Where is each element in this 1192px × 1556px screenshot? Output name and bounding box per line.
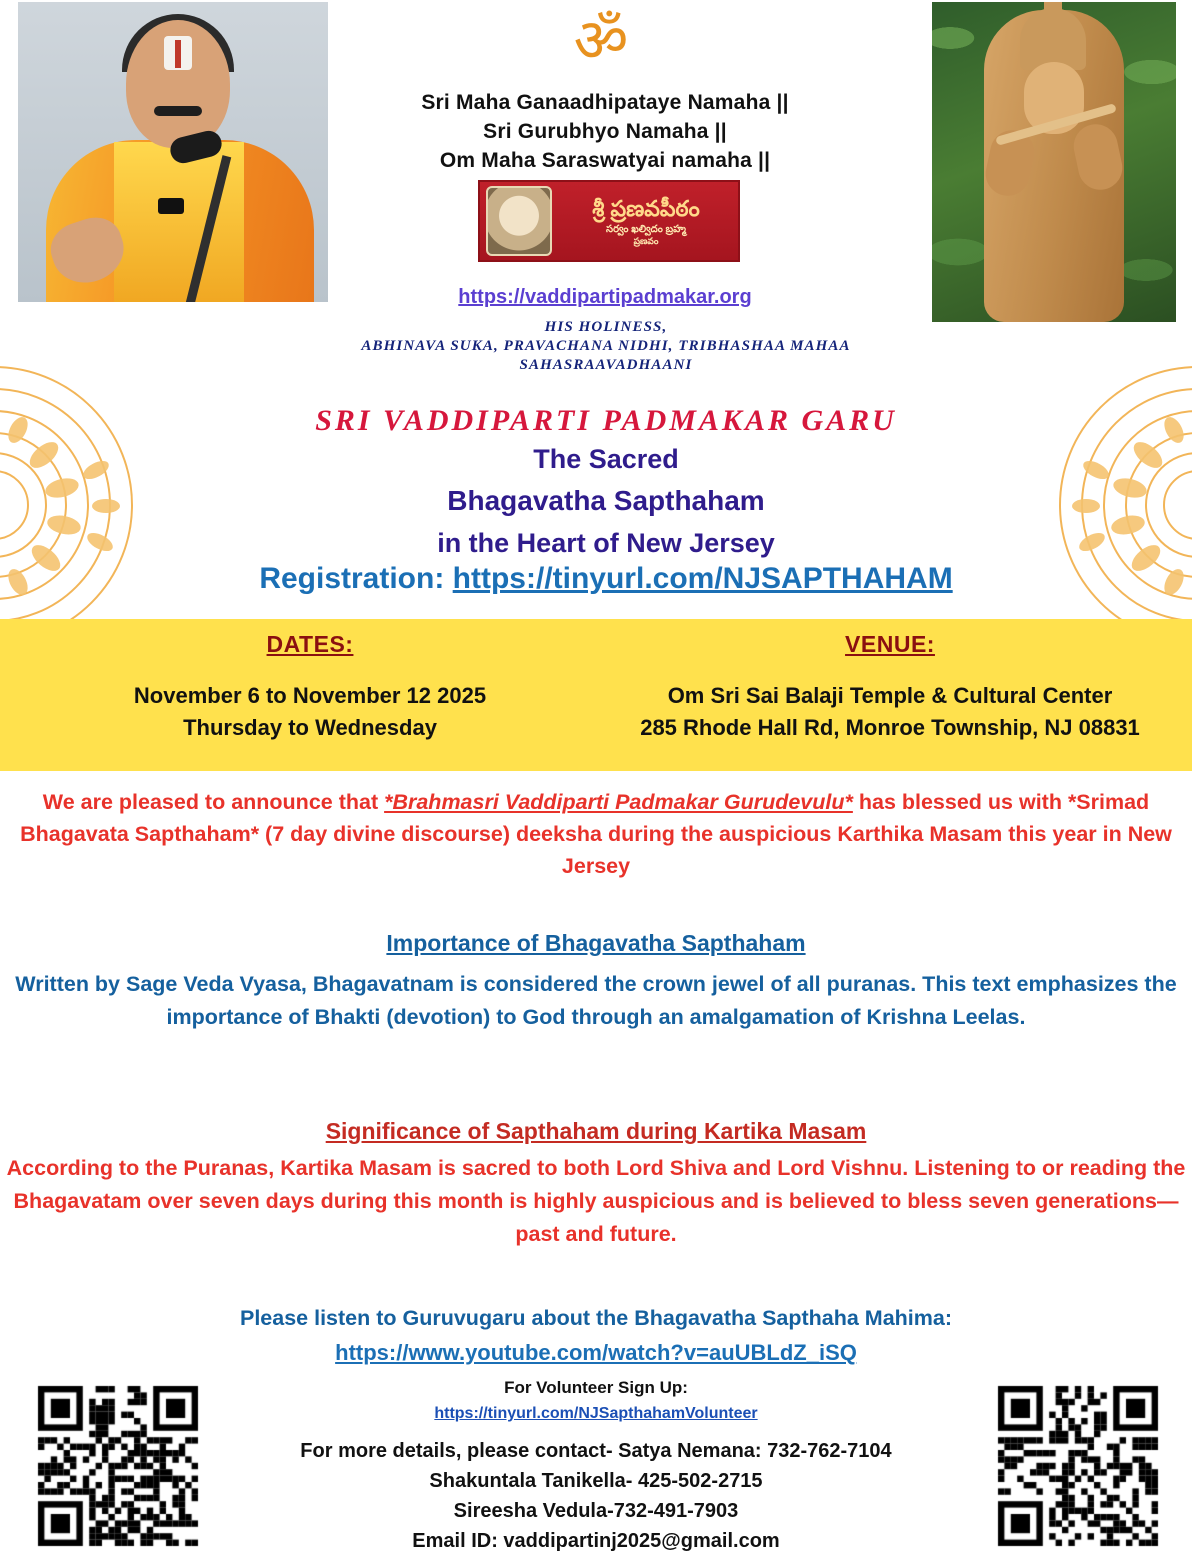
event-title-block: [230, 438, 982, 564]
volunteer-link[interactable]: https://tinyurl.com/NJSapthahamVolunteer: [434, 1405, 758, 1422]
importance-text: Written by Sage Veda Vyasa, Bhagavatnam is considered the crown jewel of all puranas. This text emphasizes the importance of Bhakti (devotion) to God through an amalgamation of Krishna Leelas.: [15, 972, 1177, 1029]
guru-photo: [18, 2, 328, 302]
guru-namam: [164, 36, 192, 70]
significance-heading: Significance of Sapthaham during Kartika Masam: [325, 1118, 867, 1144]
event-title-line-3: in the Heart of New Jersey: [437, 528, 775, 558]
pranavapeetham-banner: [478, 180, 740, 262]
peetham-text: [560, 196, 732, 246]
peetham-subtitle-2: ప్రణవం: [633, 235, 659, 246]
contact-line-4: Email ID: vaddipartinj2025@gmail.com: [412, 1530, 780, 1552]
contact-line-2: Shakuntala Tanikella- 425-502-2715: [429, 1470, 763, 1492]
dates-column: [30, 631, 590, 744]
website-link[interactable]: https://vaddipartipadmakar.org: [458, 286, 752, 308]
invocation-line-3: Om Maha Saraswatyai namaha ||: [439, 149, 771, 172]
dates-line-1: November 6 to November 12 2025: [133, 683, 487, 708]
volunteer-heading: For Volunteer Sign Up:: [504, 1378, 688, 1397]
event-title-line-1: The Sacred: [533, 444, 679, 474]
announcement-emphasis: *Brahmasri Vaddiparti Padmakar Gurudevulu*: [384, 790, 853, 814]
qr-code-registration[interactable]: [34, 1382, 212, 1552]
contact-line-1: For more details, please contact- Satya Nemana: 732-762-7104: [300, 1440, 892, 1462]
mandala-ornament-left: [0, 360, 184, 650]
significance-text: According to the Puranas, Kartika Masam is sacred to both Lord Shiva and Lord Vishnu. Listening to or reading the Bhagavatam over seven days during this month is highly auspicious and is believed to bless seven generations—past and future.: [6, 1156, 1186, 1246]
krishna-crown: [1020, 8, 1086, 70]
announcement-pre: We are pleased to announce that: [42, 790, 385, 814]
invocation-line-1: Sri Maha Ganaadhipataye Namaha ||: [421, 91, 789, 114]
venue-heading: VENUE:: [845, 631, 935, 657]
venue-line-2: 285 Rhode Hall Rd, Monroe Township, NJ 08831: [640, 715, 1140, 740]
contact-line-3: Sireesha Vedula-732-491-7903: [453, 1500, 739, 1522]
registration-label: Registration:: [259, 562, 453, 595]
peetham-subtitle: సర్వం ఖల్విదం బ్రహ్మ: [606, 224, 686, 236]
peetham-title: శ్రీ ప్రణవపీఠం: [592, 195, 700, 221]
dates-line-2: Thursday to Wednesday: [183, 715, 437, 740]
dates-venue-band: [0, 619, 1192, 771]
youtube-link[interactable]: https://www.youtube.com/watch?v=auUBLdZ_iSQ: [335, 1340, 857, 1365]
invocation-line-2: Sri Gurubhyo Namaha ||: [483, 120, 727, 143]
listen-heading: Please listen to Guruvugaru about the Bhagavatha Sapthaha Mahima:: [239, 1306, 953, 1330]
event-title-line-2: Bhagavatha Sapthaham: [447, 485, 765, 516]
dates-heading: DATES:: [266, 631, 354, 657]
invocation-block: [300, 88, 910, 175]
qr-code-volunteer[interactable]: [994, 1382, 1172, 1552]
holiness-line-2: ABHINAVA SUKA, PRAVACHANA NIDHI, TRIBHASHAA MAHAA: [361, 338, 851, 354]
announcement-post: has blessed us with *Srimad Bhagavata Sapthaham* (7 day divine discourse) deeksha during the auspicious Karthika Masam this year in New Jersey: [20, 790, 1172, 878]
venue-column: [600, 631, 1180, 744]
guru-name-title: SRI VADDIPARTI PADMAKAR GARU: [315, 404, 897, 437]
peetham-emblem-icon: [486, 186, 552, 256]
guru-mustache: [154, 106, 202, 116]
holiness-line-1: HIS HOLINESS,: [544, 319, 668, 335]
holiness-line-3: SAHASRAAVADHAANI: [519, 357, 693, 373]
lapel-mic-icon: [158, 198, 184, 214]
krishna-idol-photo: [932, 2, 1176, 322]
importance-heading: Importance of Bhagavatha Sapthaham: [386, 930, 806, 956]
ganesha-icon: ॐ: [573, 6, 629, 76]
registration-link[interactable]: https://tinyurl.com/NJSAPTHAHAM: [452, 562, 953, 595]
venue-line-1: Om Sri Sai Balaji Temple & Cultural Center: [667, 683, 1113, 708]
registration-line: [180, 562, 1032, 596]
announcement-text: [0, 786, 1192, 882]
mandala-ornament-right: [1008, 360, 1192, 650]
holiness-block: [250, 318, 962, 375]
